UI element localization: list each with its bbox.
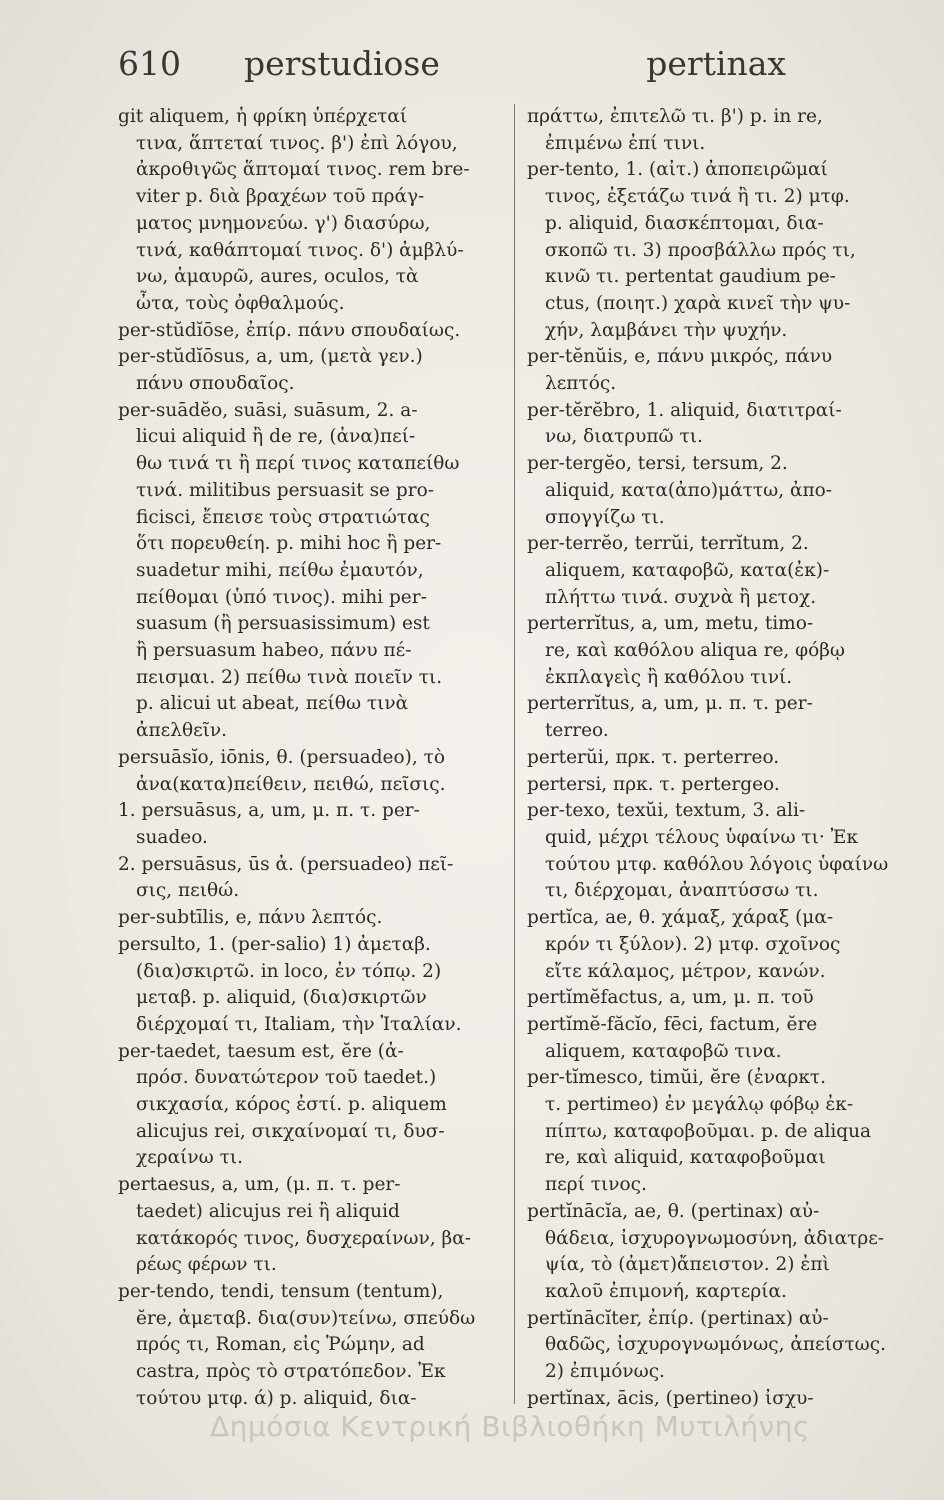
left-column-line: persulto, 1. (per-salio) 1) ἀμεταβ. (118, 933, 431, 955)
right-column-line: p. aliquid, διασκέπτομαι, δια- (545, 212, 824, 234)
right-column-line: τούτου μτφ. καθόλου λόγοις ὑφαίνω (545, 853, 889, 875)
left-column-line: χεραίνω τι. (136, 1147, 243, 1169)
left-column-line: persuāsĭo, iōnis, θ. (persuadeo), τὸ (118, 746, 445, 768)
right-column-line: πίπτω, καταφοβοῦμαι. p. de aliqua (545, 1120, 872, 1142)
right-column-line: λεπτός. (545, 373, 617, 395)
left-column-line: 1. persuāsus, a, um, μ. π. τ. per- (118, 800, 420, 822)
left-column-line: τινά. militibus persuasit se pro- (136, 479, 434, 501)
left-column-line: per-stŭdĭōse, ἐπίρ. πάνυ σπουδαίως. (118, 319, 461, 341)
right-column-line: per-tĕrĕbro, 1. aliquid, διατιτραί- (527, 399, 842, 421)
left-column-line: θω τινά τι ἢ περί τινος καταπείθω (136, 453, 460, 475)
left-column-line: σικχασία, κόρος ἐστί. p. aliquem (136, 1094, 447, 1116)
left-column-line: ρέως φέρων τι. (136, 1254, 277, 1276)
right-column-line: pertĭca, ae, θ. χάμαξ, χάραξ (μα- (527, 907, 834, 929)
left-column-line: ἢ persuasum habeo, πάνυ πέ- (136, 640, 412, 662)
left-column-line: ὦτα, τοὺς ὀφθαλμούς. (136, 292, 345, 314)
left-column-line: τινά, καθάπτομαί τινος. δ') ἀμβλύ- (136, 239, 464, 261)
right-column-line: per-terrĕo, terrŭi, terrĭtum, 2. (527, 533, 809, 555)
right-column-line: θαδῶς, ἰσχυρογνωμόνως, ἀπείστως. (545, 1334, 887, 1356)
right-column-line: quid, μέχρι τέλους ὑφαίνω τι· Ἐκ (545, 826, 859, 848)
right-column-line: per-texo, texŭi, textum, 3. ali- (527, 800, 806, 822)
right-column-line: 2) ἐπιμόνως. (545, 1361, 665, 1383)
left-column-line: suasum (ἢ persuasissimum) est (136, 613, 430, 635)
right-column-line: ctus, (ποιητ.) χαρὰ κινεῖ τὴν ψυ- (545, 292, 851, 314)
left-column-line: licui aliquid ἢ de re, (ἀνα)πεί- (136, 426, 416, 448)
left-column (118, 104, 506, 1434)
right-column-line: perterrĭtus, a, um, μ. π. τ. per- (527, 693, 813, 715)
library-watermark: Δημόσια Κεντρική Βιβλιοθήκη Μυτιλήνης (210, 1410, 810, 1443)
left-column-line: alicujus rei, σικχαίνομαί τι, δυσ- (136, 1120, 445, 1142)
right-column-line: per-tento, 1. (αἰτ.) ἀποπειρῶμαί (527, 159, 828, 181)
right-column-line: pertĭnācĭa, ae, θ. (pertinax) αὐ- (527, 1200, 820, 1222)
right-column-line: pertĭmĕfactus, a, um, μ. π. τοῦ (527, 987, 814, 1009)
page-header (118, 44, 786, 94)
left-column-line: τούτου μτφ. ά) p. aliquid, δια- (136, 1387, 417, 1409)
right-column-line: περί τινος. (545, 1174, 647, 1196)
left-column-line: ἀπελθεῖν. (136, 720, 228, 742)
right-column-line: aliquem, καταφοβῶ, κατα(ἐκ)- (545, 559, 830, 581)
left-column-line: per-taedet, taesum est, ĕre (ἀ- (118, 1040, 404, 1062)
left-column-line: p. alicui ut abeat, πείθω τινὰ (136, 693, 409, 715)
right-column-line: ψία, τὸ (ἀμετ)ἄπειστον. 2) ἐπὶ (545, 1254, 830, 1276)
left-column-line: μεταβ. p. aliquid, (δια)σκιρτῶν (136, 987, 427, 1009)
right-column-line: aliquid, κατα(ἀπο)μάττω, ἀπο- (545, 479, 833, 501)
right-column (527, 104, 895, 1434)
right-column-line: ἐπιμένω ἐπί τινι. (545, 132, 706, 154)
left-column-line: πρόσ. δυνατώτερον τοῦ taedet.) (136, 1067, 437, 1089)
right-column-line: κινῶ τι. pertentat gaudium pe- (545, 266, 836, 288)
left-column-line: πρός τι, Roman, εἰς Ῥώμην, ad (136, 1334, 425, 1356)
right-column-line: perterrĭtus, a, um, metu, timo- (527, 613, 814, 635)
right-column-line: σκοπῶ τι. 3) προσβάλλω πρός τι, (545, 239, 856, 261)
right-column-line: ἐκπλαγεὶς ἢ καθόλου τινί. (545, 666, 793, 688)
left-column-line: ficisci, ἔπεισε τοὺς στρατιώτας (136, 506, 430, 528)
left-column-line: viter p. διὰ βραχέων τοῦ πράγ- (136, 186, 425, 208)
left-column-line: διέρχομαί τι, Italiam, τὴν Ἰταλίαν. (136, 1013, 462, 1035)
right-column-line: χήν, λαμβάνει τὴν ψυχήν. (545, 319, 788, 341)
right-column-line: πλήττω τινά. συχνὰ ἢ μετοχ. (545, 586, 817, 608)
right-column-line: νω, διατρυπῶ τι. (545, 426, 703, 448)
right-column-line: pertersi, πρκ. τ. pertergeo. (527, 773, 780, 795)
left-column-line: ἀνα(κατα)πείθειν, πειθώ, πεῖσις. (136, 773, 446, 795)
right-column-line: pertĭnācĭter, ἐπίρ. (pertinax) αὐ- (527, 1307, 829, 1329)
right-column-line: τ. pertimeo) ἐν μεγάλῳ φόβῳ ἐκ- (545, 1094, 854, 1116)
left-column-line: taedet) alicujus rei ἢ aliquid (136, 1200, 400, 1222)
right-column-line: per-tĭmesco, timŭi, ĕre (ἐναρκτ. (527, 1067, 827, 1089)
right-column-line: θάδεια, ἰσχυρογνωμοσύνη, ἀδιατρε- (545, 1227, 885, 1249)
left-column-line: πεισμαι. 2) πείθω τινὰ ποιεῖν τι. (136, 666, 443, 688)
left-column-line: suadetur mihi, πείθω ἐμαυτόν, (136, 559, 424, 581)
right-column-line: κρόν τι ξύλον). 2) μτφ. σχοῖνος (545, 933, 841, 955)
left-column-line: git aliquem, ἡ φρίκη ὑπέρχεταί (118, 106, 408, 127)
left-column-line: σις, πειθώ. (136, 880, 240, 902)
left-column-line: ĕre, ἀμεταβ. δια(συν)τείνω, σπεύδω (136, 1307, 476, 1329)
left-column-line: τινα, ἅπτεταί τινος. β') ἐπὶ λόγου, (136, 132, 458, 154)
left-column-line: 2. persuāsus, ūs ἀ. (persuadeo) πεῖ- (118, 853, 454, 875)
right-column-line: καλοῦ ἐπιμονή, καρτερία. (545, 1280, 787, 1302)
left-column-line: ἀκροθιγῶς ἅπτομαί τινος. rem bre- (136, 159, 470, 181)
left-column-line: ματος μνημονεύω. γ') διασύρω, (136, 212, 431, 234)
right-column-line: εἴτε κάλαμος, μέτρον, κανών. (545, 960, 826, 982)
left-column-line: ὅτι πορευθείη. p. mihi hoc ἢ per- (136, 533, 442, 555)
right-column-line: pertĭmĕ-făcĭo, fēci, factum, ĕre (527, 1013, 818, 1035)
left-column-line: κατάκορός τινος, δυσχεραίνων, βα- (136, 1227, 471, 1249)
left-column-line: per-subtīlis, e, πάνυ λεπτός. (118, 907, 383, 929)
right-column-line: per-tergĕo, tersi, tersum, 2. (527, 453, 788, 475)
column-divider (514, 104, 515, 1404)
right-guide-word: pertinax (646, 44, 786, 83)
right-column-line: per-tĕnŭis, e, πάνυ μικρός, πάνυ (527, 346, 833, 368)
left-column-line: νω, ἀμαυρῶ, aures, oculos, τὰ (136, 266, 419, 288)
right-column-line: τι, διέρχομαι, ἀναπτύσσω τι. (545, 880, 819, 902)
right-column-line: perterŭi, πρκ. τ. perterreo. (527, 746, 780, 768)
left-column-line: per-stŭdĭōsus, a, um, (μετὰ γεν.) (118, 346, 423, 368)
right-column-line: re, καὶ καθόλου aliqua re, φόβῳ (545, 640, 846, 662)
right-column-line: pertĭnax, ācis, (pertineo) ἰσχυ- (527, 1387, 814, 1409)
right-column-line: πράττω, ἐπιτελῶ τι. β') p. in re, (527, 106, 823, 127)
left-column-line: (δια)σκιρτῶ. in loco, ἐν τόπῳ. 2) (136, 960, 442, 982)
right-column-line: re, καὶ aliquid, καταφοβοῦμαι (545, 1147, 826, 1169)
left-column-line: per-tendo, tendi, tensum (tentum), (118, 1280, 444, 1302)
right-column-line: terreo. (545, 720, 609, 742)
right-column-line: σπογγίζω τι. (545, 506, 665, 528)
right-column-line: aliquem, καταφοβῶ τινα. (545, 1040, 782, 1062)
left-guide-word: perstudiose (244, 44, 440, 83)
left-column-line: castra, πρὸς τὸ στρατόπεδον. Ἐκ (136, 1361, 446, 1383)
left-column-line: πάνυ σπουδαῖος. (136, 373, 295, 395)
page-number: 610 (118, 44, 181, 83)
left-column-line: πείθομαι (ὑπό τινος). mihi per- (136, 586, 427, 608)
left-column-line: per-suādĕo, suāsi, suāsum, 2. a- (118, 399, 418, 421)
left-column-line: pertaesus, a, um, (μ. π. τ. per- (118, 1174, 401, 1196)
left-column-line: suadeo. (136, 826, 208, 848)
right-column-line: τινος, ἐξετάζω τινά ἢ τι. 2) μτφ. (545, 186, 850, 208)
